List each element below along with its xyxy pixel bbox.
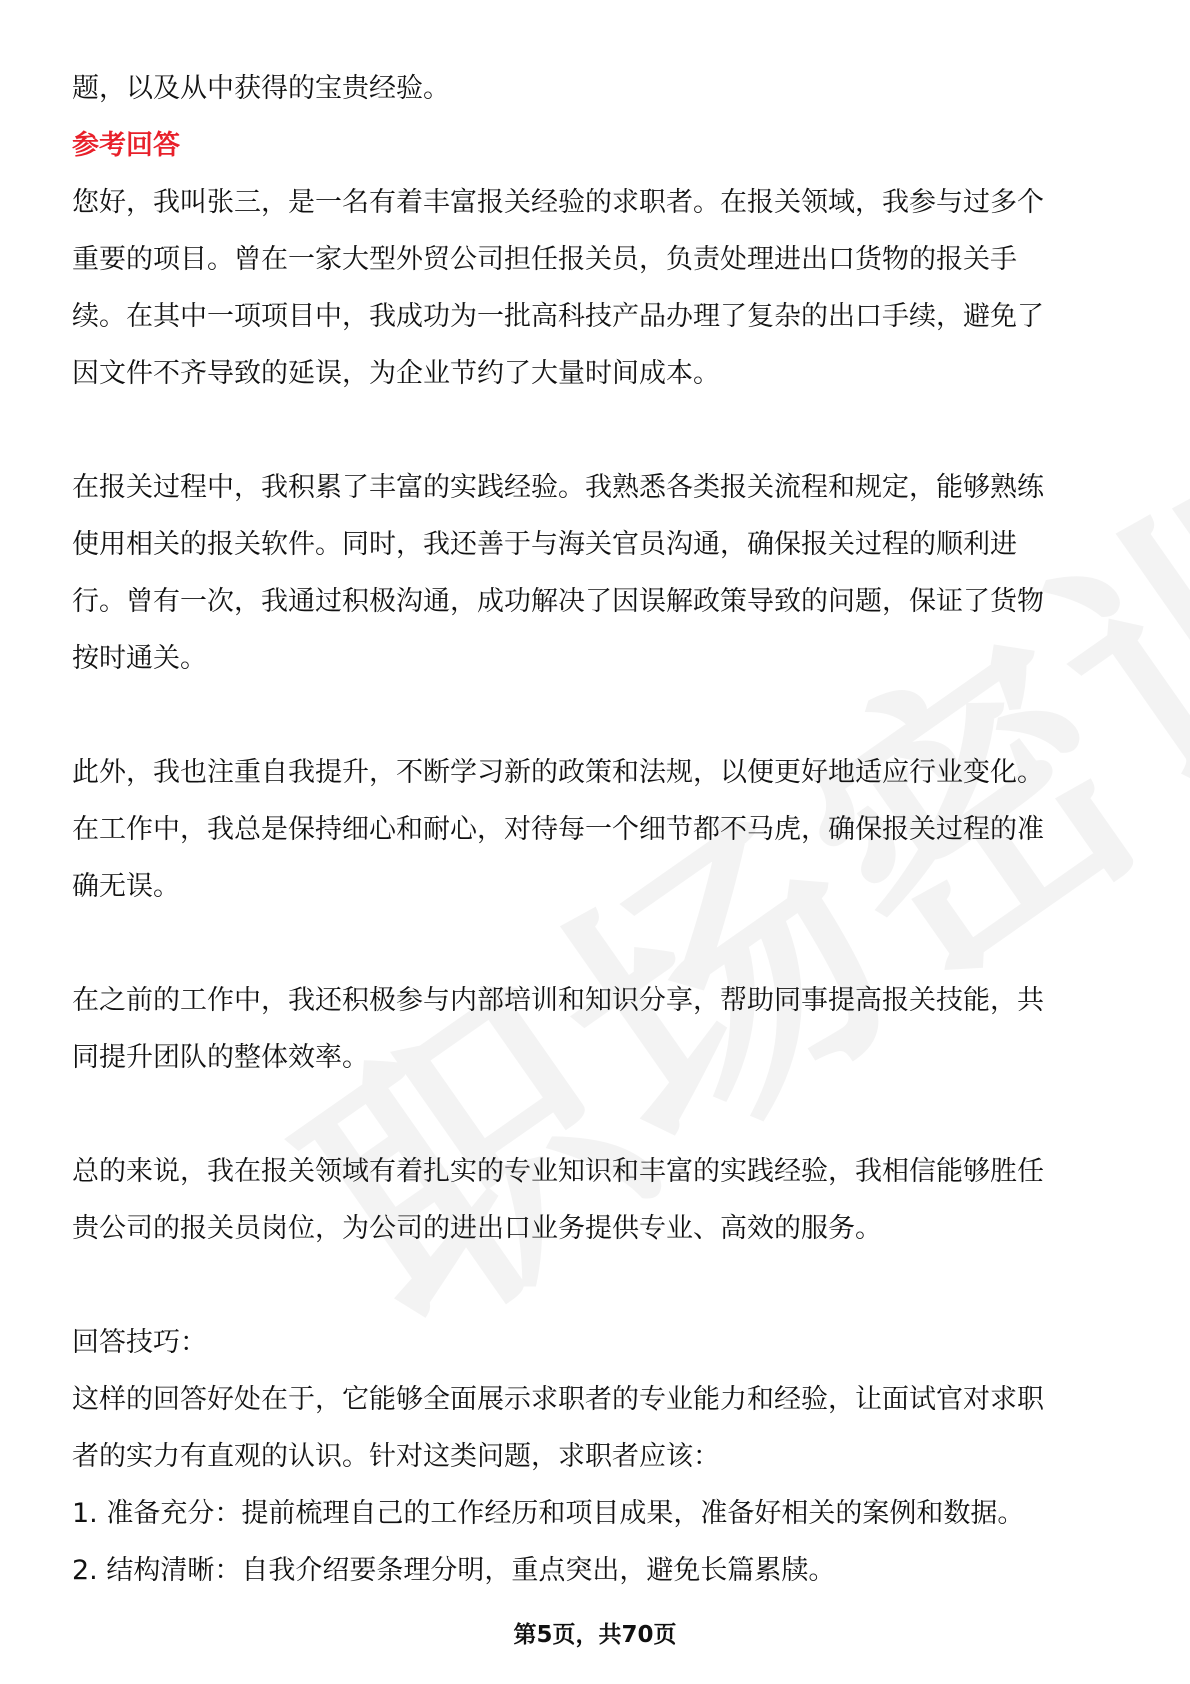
paragraph-line: 重要的项目。曾在一家大型外贸公司担任报关员，负责处理进出口货物的报关手: [72, 244, 1017, 275]
paragraph-line: 在之前的工作中，我还积极参与内部培训和知识分享，帮助同事提高报关技能，共: [72, 985, 1044, 1016]
paragraph-line: 您好，我叫张三，是一名有着丰富报关经验的求职者。在报关领域，我参与过多个: [72, 187, 1044, 218]
tips-line: 者的实力有直观的认识。针对这类问题，求职者应该：: [72, 1441, 720, 1472]
paragraph-line: 总的来说，我在报关领域有着扎实的专业知识和丰富的实践经验，我相信能够胜任: [72, 1156, 1044, 1187]
answer-heading: 参考回答: [72, 130, 180, 161]
answer-paragraph-1: [72, 174, 1122, 402]
paragraph-line: 在工作中，我总是保持细心和耐心，对待每一个细节都不马虎，确保报关过程的准: [72, 814, 1044, 845]
answer-paragraph-5: [72, 1143, 1122, 1257]
page-content: [72, 60, 1122, 1599]
answer-paragraph-2: [72, 459, 1122, 687]
tips-list-item: 2. 结构清晰：自我介绍要条理分明，重点突出，避免长篇累牍。: [72, 1555, 836, 1586]
paragraph-line: 续。在其中一项项目中，我成功为一批高科技产品办理了复杂的出口手续，避免了: [72, 301, 1044, 332]
paragraph-line: 此外，我也注重自我提升，不断学习新的政策和法规，以便更好地适应行业变化。: [72, 757, 1044, 788]
paragraph-line: 确无误。: [72, 871, 180, 902]
tips-list-item: 1. 准备充分：提前梳理自己的工作经历和项目成果，准备好相关的案例和数据。: [72, 1498, 1025, 1529]
page-number-footer: 第5页，共70页: [513, 1622, 677, 1648]
tips-line: 这样的回答好处在于，它能够全面展示求职者的专业能力和经验，让面试官对求职: [72, 1384, 1044, 1415]
paragraph-line: 因文件不齐导致的延误，为企业节约了大量时间成本。: [72, 358, 720, 389]
answer-paragraph-3: [72, 744, 1122, 915]
paragraph-line: 同提升团队的整体效率。: [72, 1042, 369, 1073]
paragraph-line: 使用相关的报关软件。同时，我还善于与海关官员沟通，确保报关过程的顺利进: [72, 529, 1017, 560]
paragraph-line: 按时通关。: [72, 643, 207, 674]
tips-title: 回答技巧：: [72, 1327, 207, 1358]
paragraph-line: 行。曾有一次，我通过积极沟通，成功解决了因误解政策导致的问题，保证了货物: [72, 586, 1044, 617]
paragraph-line: 贵公司的报关员岗位，为公司的进出口业务提供专业、高效的服务。: [72, 1213, 882, 1244]
answer-paragraph-4: [72, 972, 1122, 1086]
tips-section: [72, 1314, 1122, 1599]
intro-fragment-line: 题，以及从中获得的宝贵经验。: [72, 73, 450, 104]
paragraph-line: 在报关过程中，我积累了丰富的实践经验。我熟悉各类报关流程和规定，能够熟练: [72, 472, 1044, 503]
